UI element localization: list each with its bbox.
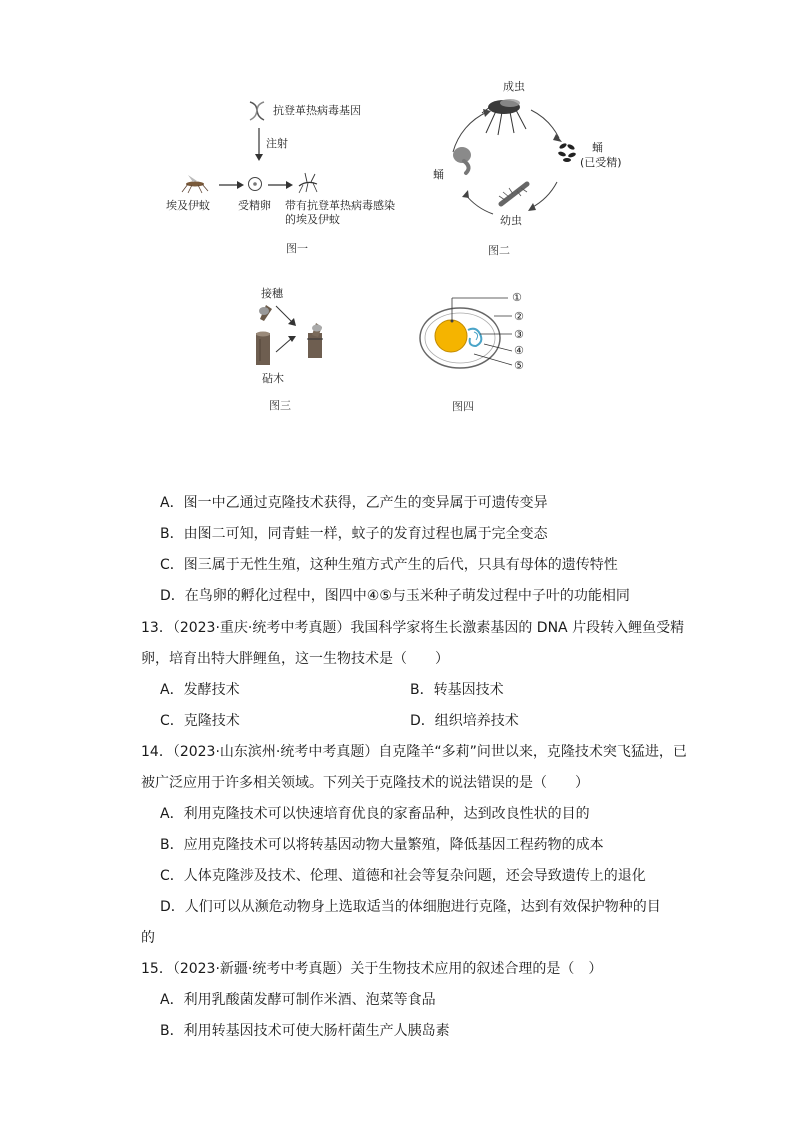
fig2-caption: 图二 — [488, 244, 510, 257]
fig2-larva-label: 幼虫 — [500, 214, 522, 227]
inject-arrow — [253, 128, 265, 162]
grafted-plant-icon — [302, 323, 328, 359]
graft-arrow-1 — [276, 306, 298, 328]
q14-option-a[interactable]: A．利用克隆技术可以快速培育优良的家畜品种，达到改良性状的目的 — [160, 806, 590, 822]
fig1-caption: 图一 — [286, 242, 308, 255]
q14-option-d[interactable]: D．人们可以从濒危动物身上选取适当的体细胞进行克隆，达到有效保护物种的目 — [160, 899, 661, 915]
q12-option-d[interactable]: D．在鸟卵的孵化过程中，图四中④⑤与玉米种子萌发过程中子叶的功能相同 — [160, 588, 630, 604]
fig1-gene-label: 抗登革热病毒基因 — [273, 104, 361, 117]
graft-arrow-2 — [276, 336, 298, 354]
fig4-marker-5: ⑤ — [514, 359, 524, 372]
modified-mosquito-icon — [295, 172, 321, 194]
q15-stem: 15．（2023·新疆·统考中考真题）关于生物技术应用的叙述合理的是（ ） — [141, 961, 603, 977]
eggs-icon — [556, 140, 580, 164]
q13-option-d[interactable]: D．组织培养技术 — [410, 713, 519, 729]
fig1-result-label-1: 带有抗登革热病毒感染 — [285, 199, 395, 212]
fig3-caption: 图三 — [269, 399, 291, 412]
q14-option-d-cont: 的 — [141, 930, 155, 946]
fig2-egg-label: 蛹 — [592, 141, 603, 154]
scion-icon — [256, 301, 274, 323]
q14-option-b[interactable]: B．应用克隆技术可以将转基因动物大量繁殖，降低基因工程药物的成本 — [160, 837, 604, 853]
q12-option-c[interactable]: C．图三属于无性生殖，这种生殖方式产生的后代，只具有母体的遗传特性 — [160, 557, 618, 573]
q15-option-a[interactable]: A．利用乳酸菌发酵可制作米酒、泡菜等食品 — [160, 992, 436, 1008]
q13-stem-line2: 卵，培育出特大胖鲤鱼，这一生物技术是（ ） — [141, 651, 449, 667]
fig3-stock-label: 砧木 — [262, 372, 284, 385]
fig1-result-label-2: 的埃及伊蚊 — [285, 213, 340, 226]
fig2-egg-note: (已受精) — [580, 156, 622, 169]
fig3-scion-label: 接穗 — [261, 287, 283, 300]
dna-icon — [248, 100, 268, 122]
q13-stem-line1: 13．（2023·重庆·统考中考真题）我国科学家将生长激素基因的 DNA 片段转入鲤鱼受精 — [141, 620, 685, 636]
fig1-mosquito-label: 埃及伊蚊 — [166, 199, 210, 212]
q15-option-b[interactable]: B．利用转基因技术可使大肠杆菌生产人胰岛素 — [160, 1023, 450, 1039]
arrow-1 — [219, 180, 245, 190]
larva-icon — [497, 180, 531, 208]
fig4-caption: 图四 — [452, 400, 474, 413]
q13-option-b[interactable]: B．转基因技术 — [410, 682, 504, 698]
fig1-egg-label: 受精卵 — [238, 199, 271, 212]
q14-stem-line2: 被广泛应用于许多相关领域。下列关于克隆技术的说法错误的是（ ） — [141, 775, 589, 791]
fig4-marker-1: ① — [512, 291, 522, 304]
fig4-marker-3: ③ — [514, 328, 524, 341]
q14-stem-line1: 14．（2023·山东滨州·统考中考真题）自克隆羊“多莉”问世以来，克隆技术突飞猛进，已 — [141, 744, 687, 760]
fig2-adult-label: 成虫 — [503, 80, 525, 93]
fig2-pupa-label: 蛹 — [433, 168, 444, 181]
q14-option-c[interactable]: C．人体克隆涉及技术、伦理、道德和社会等复杂问题，还会导致遗传上的退化 — [160, 868, 646, 884]
egg-icon — [247, 176, 263, 192]
q13-option-a[interactable]: A．发酵技术 — [160, 682, 240, 698]
arrow-2 — [268, 180, 294, 190]
fig1-inject-label: 注射 — [266, 137, 288, 150]
q12-option-b[interactable]: B．由图二可知，同青蛙一样，蚊子的发育过程也属于完全变态 — [160, 526, 548, 542]
stock-icon — [252, 331, 274, 367]
fig4-marker-4: ④ — [514, 344, 524, 357]
pupa-icon — [450, 145, 480, 175]
q12-option-a[interactable]: A．图一中乙通过克隆技术获得，乙产生的变异属于可遗传变异 — [160, 495, 548, 511]
mosquito-icon — [180, 174, 210, 194]
q13-option-c[interactable]: C．克隆技术 — [160, 713, 240, 729]
fig4-marker-2: ② — [514, 310, 524, 323]
